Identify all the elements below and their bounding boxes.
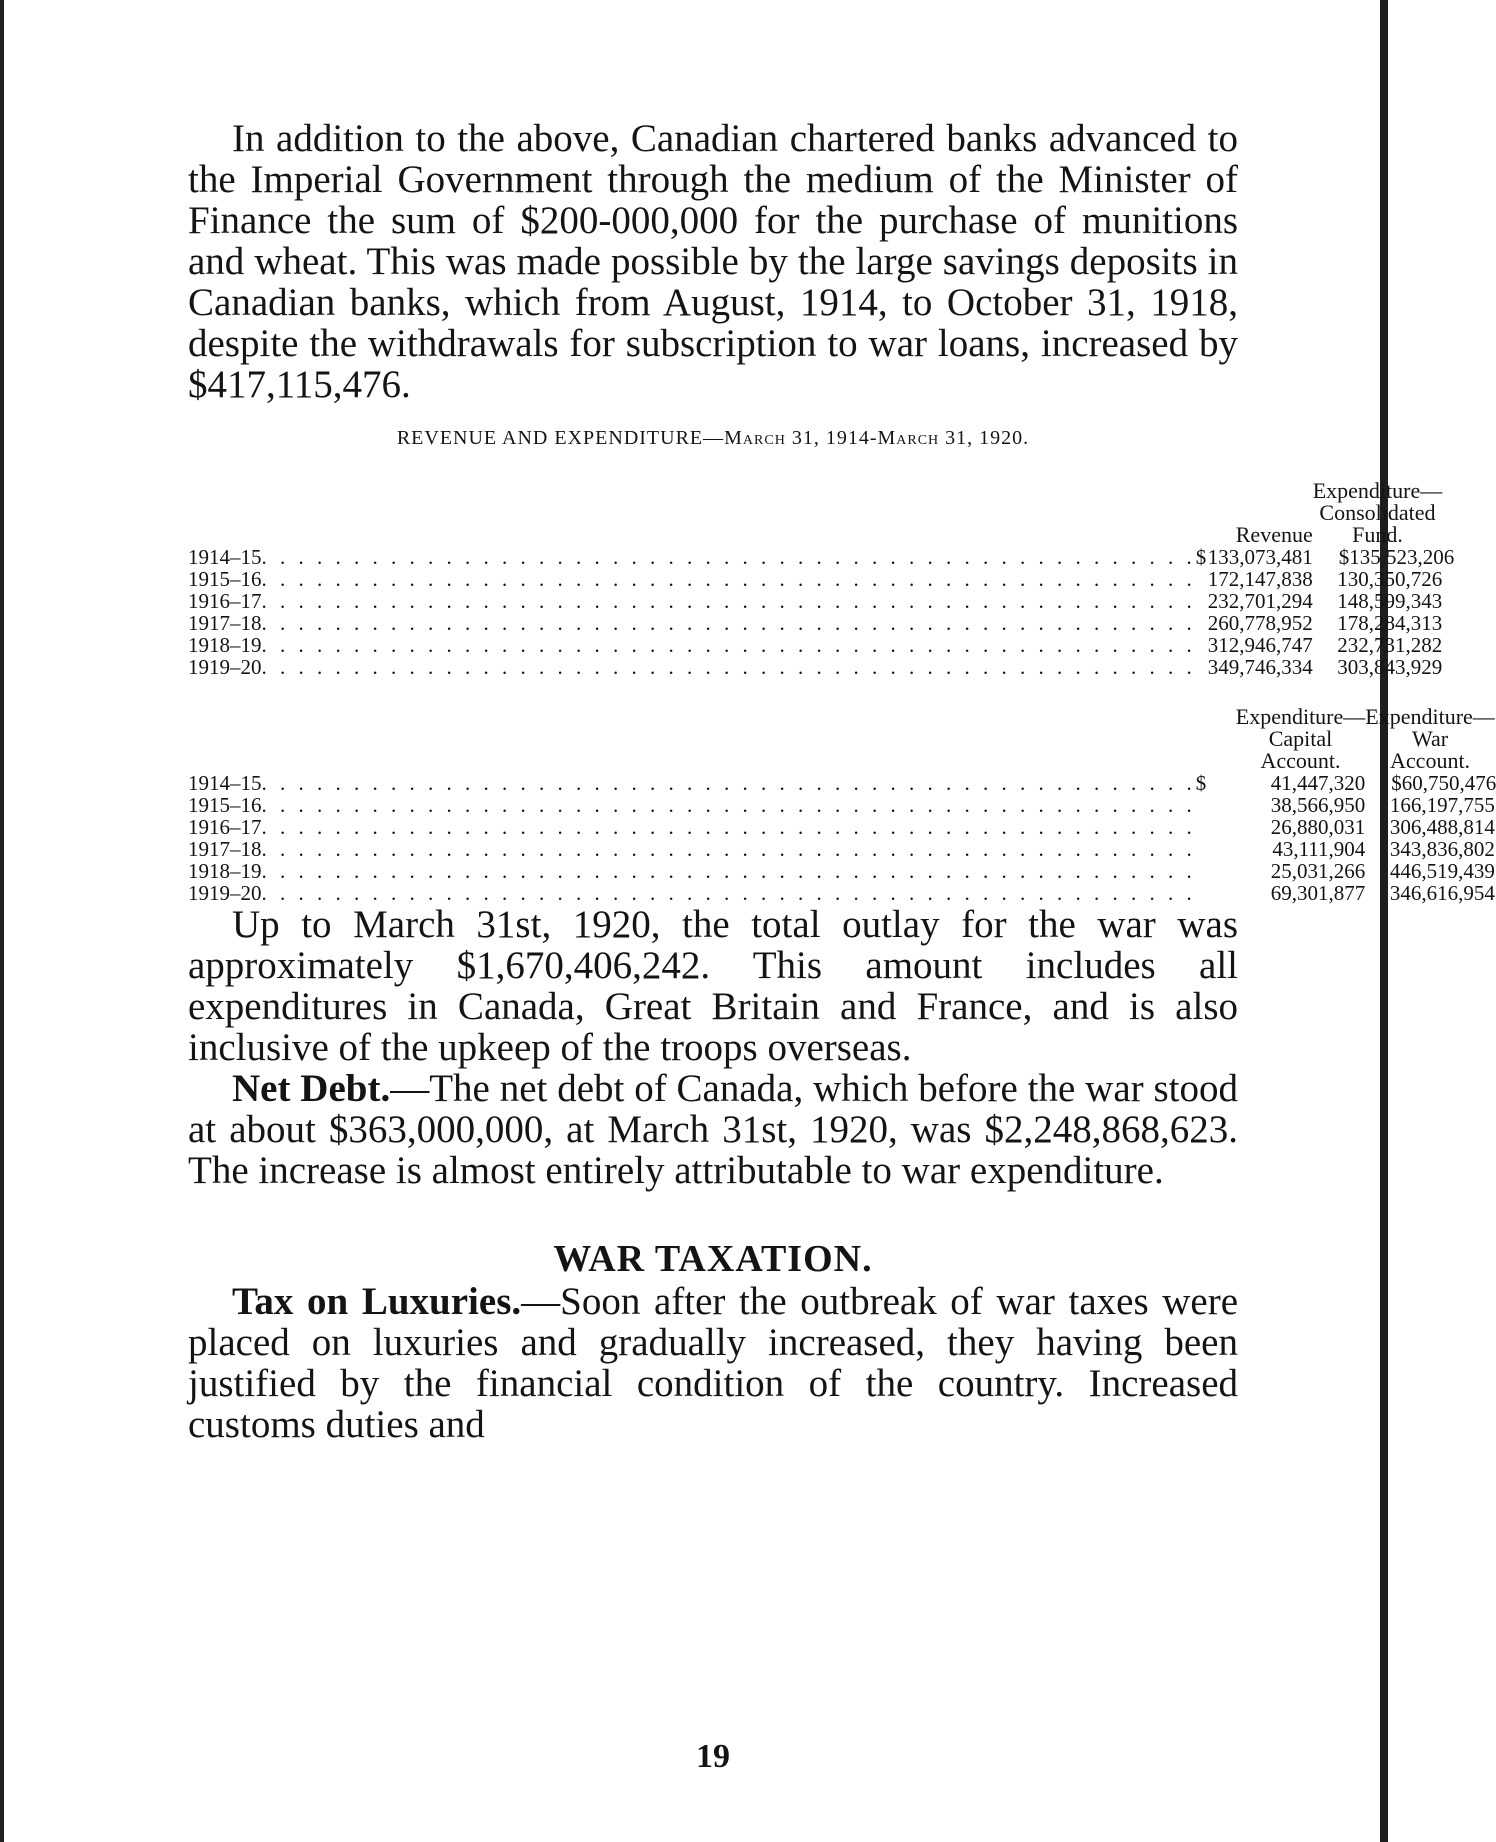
consolidated-fund-value: 135,523,206 [1349,545,1455,569]
year-cell: 1914–15 [188,771,262,795]
capital-account-value: 38,566,950 [1270,793,1366,817]
capital-account-value: 25,031,266 [1270,859,1366,883]
paragraph-tax-on-luxuries [188,1281,1238,1445]
year-cell: 1915–16 [188,567,262,591]
year-cell: 1916–17 [188,589,262,613]
table-row [188,816,1495,838]
year-cell: 1915–16 [188,793,262,817]
consolidated-fund-value: 303,843,929 [1337,655,1443,679]
column-header-revenue: Revenue [1235,522,1313,547]
leader-dots: . . . . . . . . . . . . . . . . . . . . . . . . . . . . . . . . . . . . . . . . . . . . . . . . . . . [261,771,1196,795]
column-header-capital-account: Expenditure— Capital Account. [1235,704,1366,773]
capital-account-value: 69,301,877 [1270,881,1366,905]
table-row [188,882,1495,904]
year-cell: 1914–15 [188,545,262,569]
war-account-value: 306,488,814 [1389,815,1495,839]
revenue-value: 172,147,838 [1207,567,1313,591]
table-header-row [188,706,1495,772]
dollar-sign: $ [1391,771,1402,795]
leader-dots: . . . . . . . . . . . . . . . . . . . . . . . . . . . . . . . . . . . . . . . . . . . . . . . . . . . [261,815,1196,839]
revenue-value: 349,746,334 [1207,655,1313,679]
year-cell: 1919–20 [188,881,262,905]
paragraph-war-outlay: Up to March 31st, 1920, the total outlay for the war was approximately $1,670,406,242. This amount includes all expenditures in Canada, Great Britain and France, and is also inclusive of the upkeep of the troops overseas. [188,903,1238,1069]
leader-dots: . . . . . . . . . . . . . . . . . . . . . . . . . . . . . . . . . . . . . . . . . . . . . . . . . . . [261,589,1196,613]
table-row [188,546,1442,568]
table-row [188,656,1442,678]
tax-on-luxuries-lead: Tax on Luxuries. [232,1280,522,1323]
table-row [188,590,1442,612]
war-account-value: 446,519,439 [1389,859,1495,883]
table-row [188,860,1495,882]
net-debt-text: —The net debt of Canada, which before the war stood at about $363,000,000, at March 31st, 1920, was $2,248,868,623. The increase is almost entirely attributable to war expenditure. [188,1067,1238,1192]
war-account-value: 166,197,755 [1389,793,1495,817]
page-number: 19 [696,1738,730,1775]
revenue-value: 232,701,294 [1207,589,1313,613]
leader-dots: . . . . . . . . . . . . . . . . . . . . . . . . . . . . . . . . . . . . . . . . . . . . . . . . . . . [261,545,1196,569]
year-cell: 1917–18 [188,837,262,861]
year-cell: 1916–17 [188,815,262,839]
revenue-expenditure-table [188,478,1455,679]
page-scan-left-edge [0,0,4,1842]
capital-war-expenditure-table [188,706,1495,904]
dollar-sign: $ [1195,545,1207,569]
table-header-row [188,480,1442,546]
net-debt-lead: Net Debt. [232,1067,391,1110]
dollar-sign: $ [1195,771,1207,795]
leader-dots: . . . . . . . . . . . . . . . . . . . . . . . . . . . . . . . . . . . . . . . . . . . . . . . . . . . [261,859,1196,883]
leader-dots: . . . . . . . . . . . . . . . . . . . . . . . . . . . . . . . . . . . . . . . . . . . . . . . . . . . [261,881,1196,905]
consolidated-fund-value: 178,284,313 [1337,611,1443,635]
consolidated-fund-value: 232,731,282 [1337,633,1443,657]
consolidated-fund-value: 130,350,726 [1337,567,1443,591]
leader-dots: . . . . . . . . . . . . . . . . . . . . . . . . . . . . . . . . . . . . . . . . . . . . . . . . . . . [261,793,1196,817]
war-account-value: 343,836,802 [1389,837,1495,861]
capital-account-value: 26,880,031 [1270,815,1366,839]
war-account-value: 60,750,476 [1401,771,1496,795]
column-header-war-account: Expenditure— War Account. [1365,704,1495,773]
document-page [188,117,1496,1775]
tax-on-luxuries-text: —Soon after the outbreak of war taxes were placed on luxuries and gradually increased, they having been justified by the financial condition of the country. Increased customs duties and [188,1280,1239,1446]
leader-dots: . . . . . . . . . . . . . . . . . . . . . . . . . . . . . . . . . . . . . . . . . . . . . . . . . . . [261,633,1196,657]
year-cell: 1919–20 [188,655,262,679]
revenue-value: 312,946,747 [1207,633,1313,657]
column-header-consolidated-fund: Expenditure— Consolidated Fund. [1312,478,1443,547]
section-heading-war-taxation: WAR TAXATION. [553,1238,873,1280]
consolidated-fund-value: 148,599,343 [1337,589,1443,613]
table-row [188,568,1442,590]
leader-dots: . . . . . . . . . . . . . . . . . . . . . . . . . . . . . . . . . . . . . . . . . . . . . . . . . . . [261,655,1196,679]
table-title: REVENUE AND EXPENDITURE—March 31, 1914-March 31, 1920. [396,427,1030,449]
capital-account-value: 43,111,904 [1272,837,1366,861]
page-scan-right-edge [1380,0,1388,1842]
capital-account-value: 41,447,320 [1270,771,1366,795]
year-cell: 1918–19 [188,633,262,657]
table-row [188,838,1495,860]
table-row [188,612,1442,634]
table-row [188,772,1495,794]
year-cell: 1917–18 [188,611,262,635]
war-account-value: 346,616,954 [1389,881,1495,905]
leader-dots: . . . . . . . . . . . . . . . . . . . . . . . . . . . . . . . . . . . . . . . . . . . . . . . . . . . [261,567,1196,591]
paragraph-net-debt [188,1068,1238,1191]
leader-dots: . . . . . . . . . . . . . . . . . . . . . . . . . . . . . . . . . . . . . . . . . . . . . . . . . . . [261,611,1196,635]
dollar-sign: $ [1338,545,1350,569]
revenue-value: 260,778,952 [1207,611,1313,635]
year-cell: 1918–19 [188,859,262,883]
table-row [188,634,1442,656]
leader-dots: . . . . . . . . . . . . . . . . . . . . . . . . . . . . . . . . . . . . . . . . . . . . . . . . . . . [261,837,1196,861]
paragraph-chartered-banks: In addition to the above, Canadian chartered banks advanced to the Imperial Government through the medium of the Minister of Finance the sum of $200-000,000 for the purchase of munitions and wheat. This was made possible by the large savings deposits in Canadian banks, which from August, 1914, to October 31, 1918, despite the withdrawals for subscription to war loans, increased by $417,115,476. [188,117,1238,406]
table-row [188,794,1495,816]
revenue-value: 133,073,481 [1207,545,1313,569]
